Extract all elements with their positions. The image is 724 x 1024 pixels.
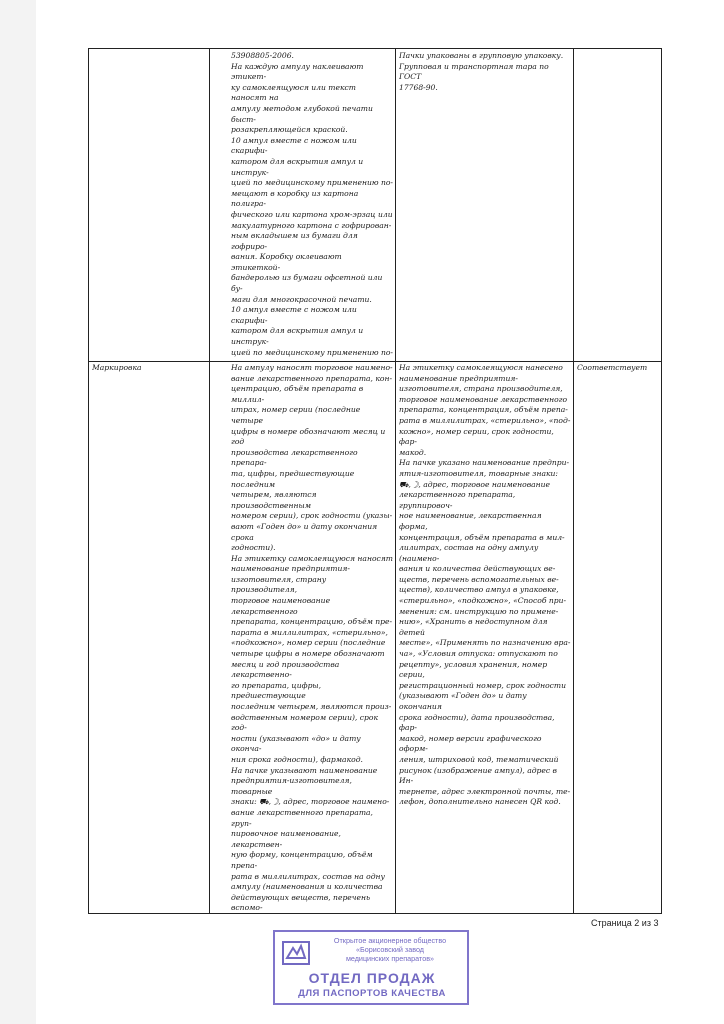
company-logo-icon [281,938,311,968]
col-divider-3 [573,49,574,913]
row2-normative-text: На ампулу наносят торговое наимено- вание лекарственного препарата, кон- центрацию, объём препарата в миллил- итрах, номер серии (последние четыре цифры в номере обозначают месяц и год производства лекарственного препара- та, цифры, предшествующие последним четырем, являются производственным номером серии), срок годности (указы- вают «Годен до» и дату окончания срока годности). На этикетку самоклеящуюся наносят наименование предприятия- изготовителя, страну производителя, торговое наименование лекарственного препарата, концентрацию, объём пре- парата в миллилитрах, «стерильно», «подкожно», номер серии (последние четыре цифры в номере обозначают месяц и год производства лекарственно- го препарата, цифры, предшествующие последним четырем, являются произ- водственным номером серии), срок год- ности (указывают «до» и дату оконча- ния срока годности), фармакод. На пачке указывают наименование предприятия-изготовителя, товарные знаки: ⛟, ☽, адрес, торговое наимено- вание лекарственного препарата, груп- пировочное наименование, лекарствен- ную форму, концентрацию, объём препа- рата в миллилитрах, состав на одну ампулу (наименования и количества действующих веществ, перечень вспомо- [231,363,393,913]
row2-verdict: Соответствует [577,363,648,372]
row1-section [92,51,206,357]
stamp-department: ОТДЕЛ ПРОДАЖ [308,970,436,986]
stamp-purpose: ДЛЯ ПАСПОРТОВ КАЧЕСТВА [298,988,446,999]
row2-actual-text: На этикетку самоклеящуюся нанесено наименование предприятия- изготовителя, страна производителя, торговое наименование лекарственного препарата, концентрация, объём препа- рата в миллилитрах, «стерильно», «под- кожно», номер серии, срок годности, фар- макод. На пачке указано наименование предпри- ятия-изготовителя, товарные знаки: ⛟, ☽, адрес, торговое наименование лекарственного препарата, группировоч- ное наименование, лекарственная форма, концентрация, объём препарата в мил- лилитрах, состав на одну ампулу (наимено- вания и количества действующих ве- ществ, перечень вспомогательных ве- ществ), количество ампул в упаковке, «стерильно», «подкожно», «Способ при- менения: см. инструкцию по примене- нию», «Хранить в недоступном для детей месте», «Применять по назначению вра- ча», «Условия отпуска: отпускают по рецепту», условия хранения, номер серии, регистрационный номер, срок годности (указывают «Годен до» и дату окончания срока годности), дата производства, фар- макод, номер версии графического оформ- ления, штриховой код, тематический рисунок (изображение ампул), адрес в Ин- тернете, адрес электронной почты, те- лефон, дополнительно нанесен QR код. [399,363,571,807]
stamp-organization: Открытое акционерное общество «Борисовский завод медицинских препаратов» [333,936,447,963]
page-number: Страница 2 из 3 [591,918,659,928]
col-divider-2 [395,49,396,913]
folded-corner [654,0,724,80]
row1-verdict [577,51,659,359]
row2-section: Маркировка [92,363,142,372]
spec-table [88,48,662,914]
scan-shadow [0,0,36,1024]
row1-actual-text: Пачки упакованы в групповую упаковку. Групповая и транспортная тара по ГОСТ 17768-90. [399,51,564,92]
company-stamp [273,930,469,1005]
col-divider-1 [209,49,210,913]
row-divider [89,361,661,362]
row1-normative-text: 53908805-2006. На каждую ампулу наклеивают этикет- ку самоклеящуюся или текст наносят на ампулу методом глубокой печати быст- розакрепляющейся краской. 10 ампул вместе с ножом или скарифи- катором для вскрытия ампул и инструк- цией по медицинскому применению по- мещают в коробку из картона полигра- фического или картона хром-эрзац или макулатурного картона с гофрирован- ным вкладышем из бумаги для гофриро- вания. Коробку оклеивают этикеткой- бандеролью из бумаги офсетной или бу- маги для многокрасочной печати. 10 ампул вместе с ножом или скарифи- катором для вскрытия ампул и инструк- цией по медицинскому применению по- [231,51,393,357]
